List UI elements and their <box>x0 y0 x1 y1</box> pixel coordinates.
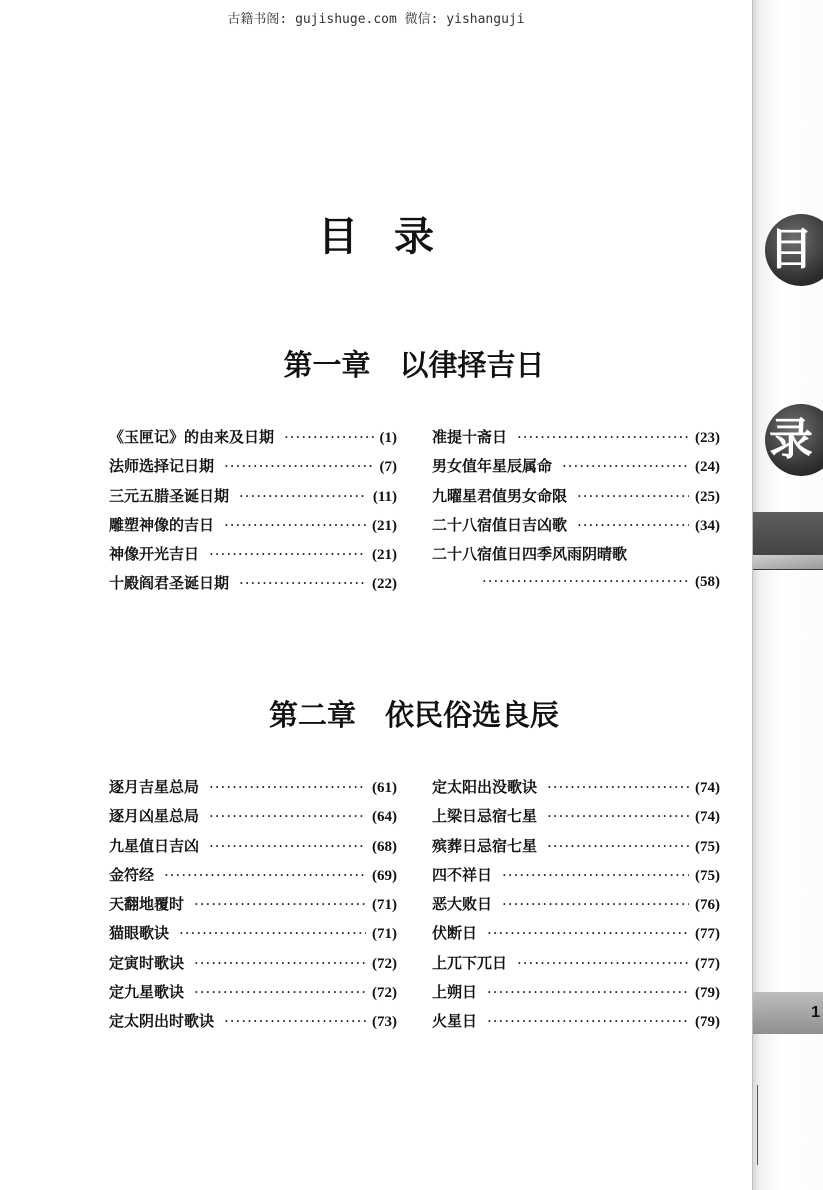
toc-entry[interactable]: 男女值年星辰属命 ····· (24) <box>432 455 720 484</box>
toc-entry-continuation[interactable]: ····· (58) <box>432 572 720 601</box>
chapter-2-title: 第二章 依民俗选良辰 <box>268 698 559 732</box>
chapter-2-right-column <box>432 776 720 1040</box>
toc-entry[interactable]: 九曜星君值男女命限 ····· (25) <box>432 485 720 514</box>
toc-entry[interactable]: 二十八宿值日四季风雨阴晴歌 <box>432 545 628 564</box>
toc-entry[interactable]: 四不祥日 ····· (75) <box>432 864 720 893</box>
toc-entry[interactable]: 神像开光吉日 ····· (21) <box>109 543 397 572</box>
watermark-header: 古籍书阁: gujishuge.com 微信: yishanguji <box>227 12 525 27</box>
side-tab-char-mu: 目 <box>765 214 823 286</box>
toc-entry[interactable]: 上朔日 ····· (79) <box>432 981 720 1010</box>
toc-entry[interactable]: 三元五腊圣诞日期 ····· (11) <box>109 485 397 514</box>
toc-entry[interactable]: 十殿阎君圣诞日期 ····· (22) <box>109 572 397 601</box>
toc-entry[interactable]: 金符经 ····· (69) <box>109 864 397 893</box>
toc-entry[interactable]: 上兀下兀日 ····· (77) <box>432 952 720 981</box>
toc-entry[interactable]: 猫眼歌诀 ····· (71) <box>109 922 397 951</box>
page-title: 目录 <box>318 213 470 260</box>
toc-entry[interactable]: 火星日 ····· (79) <box>432 1010 720 1039</box>
toc-entry[interactable]: 上梁日忌宿七星 ····· (74) <box>432 805 720 834</box>
page-number: 1 <box>753 992 823 1034</box>
toc-entry[interactable]: 定太阴出时歌诀 ····· (73) <box>109 1010 397 1039</box>
toc-entry[interactable]: 逐月凶星总局 ····· (64) <box>109 805 397 834</box>
toc-entry[interactable]: 天翻地覆时 ····· (71) <box>109 893 397 922</box>
side-rule <box>757 1085 758 1165</box>
chapter-1-title: 第一章 以律择吉日 <box>283 348 545 382</box>
toc-entry[interactable]: 雕塑神像的吉日 ····· (21) <box>109 514 397 543</box>
toc-entry[interactable]: 定太阳出没歌诀 ····· (74) <box>432 776 720 805</box>
side-tab-strip <box>752 0 823 1190</box>
chapter-1-right-column <box>432 426 720 602</box>
toc-entry[interactable]: 定九星歌诀 ····· (72) <box>109 981 397 1010</box>
toc-entry[interactable]: 恶大败日 ····· (76) <box>432 893 720 922</box>
toc-entry[interactable]: 伏断日 ····· (77) <box>432 922 720 951</box>
chapter-2-left-column <box>109 776 397 1040</box>
toc-entry[interactable]: 九星值日吉凶 ····· (68) <box>109 835 397 864</box>
toc-entry[interactable]: 法师选择记日期 ····· (7) <box>109 455 397 484</box>
toc-entry[interactable]: 二十八宿值日吉凶歌 ····· (34) <box>432 514 720 543</box>
toc-entry[interactable]: 逐月吉星总局 ····· (61) <box>109 776 397 805</box>
toc-entry[interactable]: 殡葬日忌宿七星 ····· (75) <box>432 835 720 864</box>
side-tab-light-band <box>753 555 823 569</box>
toc-entry[interactable]: 定寅时歌诀 ····· (72) <box>109 952 397 981</box>
chapter-1-left-column <box>109 426 397 602</box>
toc-entry[interactable]: 《玉匣记》的由来及日期 ····· (1) <box>109 426 397 455</box>
toc-entry[interactable]: 准提十斋日 ····· (23) <box>432 426 720 455</box>
side-tab-char-lu: 录 <box>765 404 823 476</box>
